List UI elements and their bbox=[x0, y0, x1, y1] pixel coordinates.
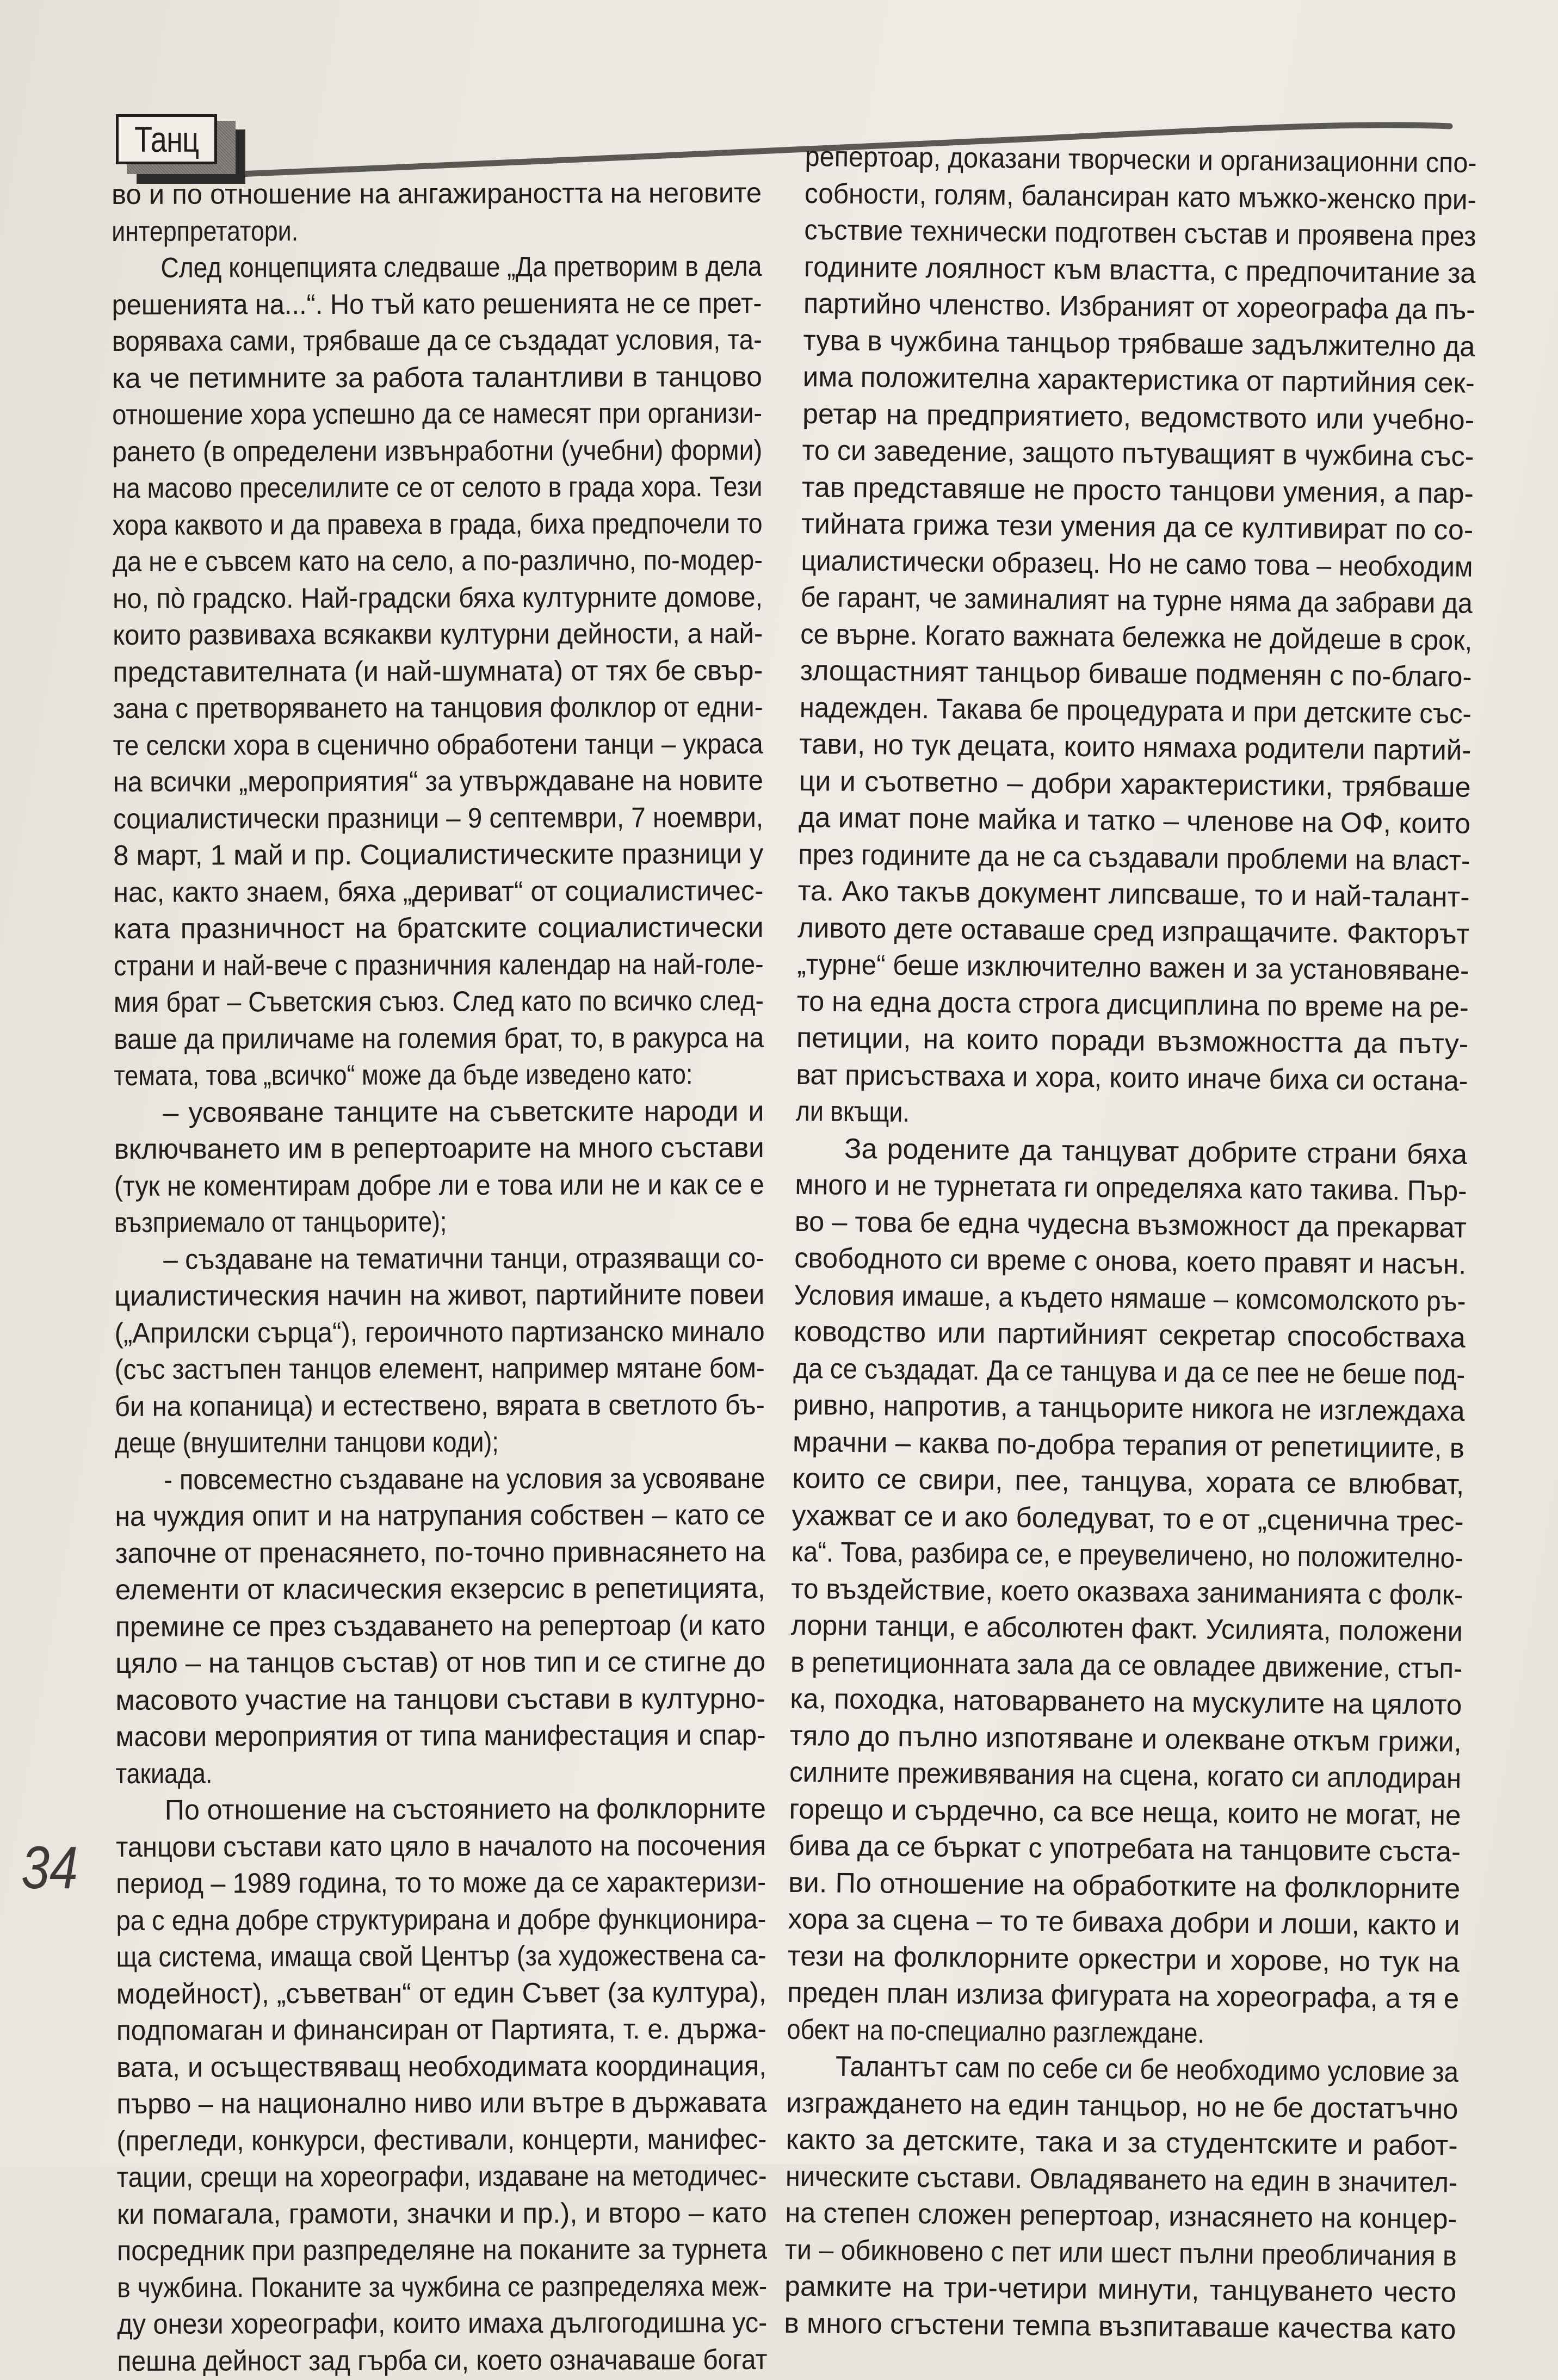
text-line: първо – на национално ниво или вътре в държавата bbox=[116, 2086, 767, 2120]
text-line: силните преживявания на сцена, когато си аплодиран bbox=[789, 1756, 1462, 1795]
text-line: интерпретатори. bbox=[112, 215, 299, 248]
text-line: тези на фолклорните оркестри и хорове, но тук на bbox=[787, 1940, 1460, 1979]
text-line: елементи от класическия екзерсис в репетицията, bbox=[115, 1572, 765, 1606]
text-line: които развиваха всякакви културни дейности, а най- bbox=[113, 617, 763, 651]
text-line: мия брат – Съветския съюз. След като по всичко след- bbox=[113, 985, 764, 1018]
text-line: посредник при разпределяне на поканите за турнета bbox=[116, 2233, 768, 2267]
text-line: съствие технически подготвен състав и проявена през bbox=[804, 214, 1476, 252]
text-line: масови мероприятия от типа манифестация и спар- bbox=[115, 1719, 766, 1753]
text-line: (тук не коментирам добре ли е това или не и как се е bbox=[114, 1169, 764, 1202]
text-line: ривно, напротив, а танцьорите никога не изглеждаха bbox=[793, 1389, 1465, 1427]
text-line: включването им в репертоарите на много състави bbox=[114, 1132, 764, 1165]
text-line: рамките на три-четири минути, танцуването често bbox=[784, 2270, 1457, 2309]
text-line: на чуждия опит и на натрупания собствен – като се bbox=[115, 1499, 765, 1532]
text-line: отношение хора успешно да се намесят при организи- bbox=[112, 397, 763, 431]
text-line: хора каквото и да правеха в града, биха предпочели то bbox=[112, 508, 763, 541]
text-line: да имат поне майка и татко – членове на ОФ, които bbox=[798, 801, 1471, 840]
text-line: Талантът сам по себе си бе необходимо условие за bbox=[835, 2050, 1459, 2088]
text-line: възприемало от танцьорите); bbox=[114, 1206, 447, 1239]
text-line: хора за сцена – то те биваха добри и лоши, както и bbox=[788, 1903, 1460, 1942]
text-line: но, пò градско. Най-градски бяха културните домове, bbox=[112, 581, 763, 615]
text-line: ду онези хореографи, които имаха дългогодишна ус- bbox=[117, 2307, 768, 2340]
text-line: воряваха сами, трябваше да се създадат условия, та- bbox=[112, 324, 762, 357]
text-line: ваше да приличаме на големия брат, то, в ракурса на bbox=[114, 1022, 764, 1055]
text-line: на степен сложен репертоар, изнасянето на концер- bbox=[785, 2197, 1457, 2235]
text-line: ка“. Това, разбира се, е преувеличено, но положително- bbox=[791, 1536, 1464, 1574]
text-line: темата, това „всичко“ може да бъде изведено като: bbox=[114, 1059, 693, 1092]
text-line: 8 март, 1 май и пр. Социалистическите празници у bbox=[113, 838, 764, 871]
text-line: ра с една добре структурирана и добре функционира- bbox=[116, 1903, 766, 1937]
text-line: през годините да не са създавали проблеми на власт- bbox=[798, 838, 1470, 877]
text-line: цяло – на танцов състав) от нов тип и се стигне до bbox=[115, 1646, 766, 1679]
text-line: нас, както знаем, бяха „дериват“ от социалистичес- bbox=[113, 875, 764, 908]
text-line: ки помагала, грамоти, значки и пр.), и второ – като bbox=[116, 2197, 767, 2230]
text-line: да не е съвсем като на село, а по-различно, по-модер- bbox=[112, 544, 763, 578]
text-line: ухажват се и ако боледуват, то е от „сценична трес- bbox=[792, 1499, 1464, 1538]
text-line: ретар на предприятието, ведомството или учебно- bbox=[802, 398, 1475, 436]
text-line: петиции, на които поради възможността да пъту- bbox=[796, 1022, 1469, 1060]
text-line: да се създадат. Да се танцува и да се пее не беше под- bbox=[793, 1352, 1466, 1391]
text-line: тав представяше не просто танцови умения, а пар- bbox=[801, 471, 1474, 510]
text-line: много и не турнетата ги определяха като такива. Пър- bbox=[795, 1169, 1467, 1207]
text-line: страни и най-вече с празничния календар на най-голе- bbox=[113, 948, 764, 982]
text-line: тийната грижа тези умения да се култивират по со- bbox=[801, 508, 1474, 546]
text-line: социалистически празници – 9 септември, 7 ноември, bbox=[113, 801, 764, 835]
text-line: ката празничност на братските социалистически bbox=[113, 911, 764, 945]
text-line: („Априлски сърца“), героичното партизанско минало bbox=[114, 1315, 765, 1349]
text-line: репертоар, доказани творчески и организационни спо- bbox=[805, 140, 1477, 179]
text-line: би на копаница) и естествено, вярата в светлото бъ- bbox=[114, 1389, 765, 1423]
text-line: По отношение на състоянието на фолклорните bbox=[164, 1792, 766, 1826]
text-line: те селски хора в сценично обработени танци – украса bbox=[113, 728, 763, 762]
text-line: ща система, имаща свой Център (за художествена са- bbox=[116, 1939, 766, 1973]
text-line: горещо и сърдечно, са все неща, които не могат, не bbox=[789, 1793, 1461, 1832]
text-line: тации, срещи на хореографи, издаване на методичес- bbox=[116, 2160, 767, 2193]
text-line: (прегледи, конкурси, фестивали, концерти, манифес- bbox=[116, 2123, 767, 2157]
text-line: модейност), „съветван“ от един Съвет (за култура), bbox=[116, 1976, 766, 2010]
text-line: период – 1989 година, то то може да се характеризи- bbox=[116, 1866, 766, 1900]
text-line: има положителна характеристика от партийния сек- bbox=[802, 361, 1475, 399]
left-text-column bbox=[112, 175, 768, 2380]
text-line: во – това бе една чудесна възможност да прекарват bbox=[794, 1206, 1467, 1244]
text-line: ливото дете оставаше сред изпращачите. Факторът bbox=[797, 912, 1470, 950]
text-line: пешна дейност зад гърба си, което означаваше богат bbox=[117, 2344, 768, 2377]
text-line: бе гарант, че заминалият на турне няма да забрави да bbox=[800, 581, 1473, 620]
text-line: започне от пренасянето, по-точно привнасянето на bbox=[115, 1536, 765, 1569]
text-line: ват присъстваха и хора, които иначе биха си остана- bbox=[796, 1059, 1468, 1097]
text-line: – създаване на тематични танци, отразяващи со- bbox=[163, 1242, 765, 1276]
text-line: циалистически образец. Но не само това – необходим bbox=[801, 545, 1473, 583]
text-line: ководство или партийният секретар способстваха bbox=[793, 1315, 1466, 1354]
text-line: След концепцията следваше „Да претворим в дела bbox=[160, 250, 762, 284]
text-line: тува в чужбина танцьор трябваше задължително да bbox=[803, 324, 1475, 363]
text-line: собности, голям, балансиран като мъжко-женско при- bbox=[804, 177, 1477, 216]
text-line: За родените да танцуват добрите страни бяха bbox=[844, 1133, 1468, 1171]
text-line: в репетиционната зала да се овладее движение, стъп- bbox=[790, 1646, 1463, 1685]
text-line: решенията на...“. Но тъй като решенията не се прет- bbox=[112, 287, 762, 321]
text-line: обект на по-специално разглеждане. bbox=[787, 2013, 1205, 2049]
text-line: ка че петимните за работа талантливи в танцово bbox=[112, 361, 763, 394]
text-line: – усвояване танците на съветските народи и bbox=[163, 1095, 764, 1129]
text-line: премине се през създаването на репертоар (и като bbox=[115, 1609, 766, 1643]
text-line: (със застъпен танцов елемент, например мятане бом- bbox=[114, 1352, 765, 1386]
text-line: бива да се бъркат с употребата на танцовите съста- bbox=[788, 1829, 1461, 1868]
text-line: представителната (и най-шумната) от тях бе свър- bbox=[113, 654, 763, 688]
text-line: танцови състави като цяло в началото на посочения bbox=[115, 1829, 766, 1863]
text-line: надежден. Такава бе процедурата и при детските със- bbox=[799, 691, 1472, 730]
text-line: ти – обикновено с пет или шест пълни преобличания в bbox=[784, 2234, 1457, 2272]
text-line: во и по отношение на ангажираността на неговите bbox=[112, 177, 762, 211]
text-line: в чужбина. Поканите за чужбина се разпределяха меж- bbox=[117, 2270, 768, 2304]
text-line: „турне“ беше изключително важен и за установяване- bbox=[797, 948, 1469, 987]
text-line: лорни танци, е абсолютен факт. Усилията, положени bbox=[790, 1609, 1463, 1648]
text-line: на всички „мероприятия“ за утвърждаване на новите bbox=[113, 764, 763, 798]
right-text-column bbox=[784, 139, 1477, 2348]
section-label: Танц bbox=[134, 119, 199, 159]
text-line: деще (внушителни танцови коди); bbox=[115, 1426, 499, 1459]
text-line: ци и съответно – добри характеристики, трябваше bbox=[799, 765, 1471, 803]
text-line: изграждането на един танцьор, но не бе достатъчно bbox=[786, 2087, 1458, 2125]
text-line: ви. По отношение на обработките на фолклорните bbox=[788, 1866, 1461, 1905]
text-line: рането (в определени извънработни (учебни) форми) bbox=[112, 434, 763, 468]
text-line: то въздействие, което оказваха заниманията с фолк- bbox=[791, 1573, 1463, 1611]
text-line: свободното си време с онова, което правят и насън. bbox=[794, 1242, 1467, 1281]
text-line: ли вкъщи. bbox=[795, 1095, 910, 1128]
text-line: годините лоялност към властта, с предпочитание за bbox=[803, 251, 1476, 289]
text-line: ническите състави. Овладяването на един в значител- bbox=[785, 2160, 1458, 2199]
text-line: Условия имаше, а където нямаше – комсомолското ръ- bbox=[794, 1279, 1466, 1318]
text-line: вата, и осъществяващ необходимата координация, bbox=[116, 2050, 767, 2084]
text-line: злощастният танцьор биваше подменян с по-благо- bbox=[800, 654, 1472, 693]
text-line: - повсеместно създаване на условия за усвояване bbox=[164, 1462, 765, 1496]
text-line: които се свири, пее, танцува, хората се влюбват, bbox=[792, 1462, 1464, 1501]
text-line: партийно членство. Избраният от хореографа да пъ- bbox=[803, 287, 1476, 326]
text-line: циалистическия начин на живот, партийните повеи bbox=[114, 1278, 765, 1312]
text-line: мрачни – каква по-добра терапия от репетициите, в bbox=[792, 1426, 1465, 1464]
text-line: тави, но тук децата, които нямаха родители партий- bbox=[799, 728, 1472, 766]
text-line: се върне. Когато важната бележка не дойдеше в срок, bbox=[800, 618, 1473, 657]
page-number: 34 bbox=[21, 1834, 78, 1901]
text-line: тяло до пълно изпотяване и олекване откъм грижи, bbox=[789, 1720, 1462, 1758]
text-line: както за детските, така и за студентските и работ- bbox=[786, 2123, 1458, 2162]
text-line: та. Ако такъв документ липсваше, то и най-талант- bbox=[797, 875, 1470, 913]
text-line: подпомаган и финансиран от Партията, т. е. държа- bbox=[116, 2013, 767, 2047]
text-line: то на една доста строга дисциплина по време на ре- bbox=[796, 985, 1469, 1024]
text-line: в много сгъстени темпа възпитаваше качества като bbox=[784, 2307, 1456, 2346]
text-line: масовото участие на танцови състави в културно- bbox=[115, 1683, 766, 1716]
section-label-box bbox=[116, 114, 217, 164]
text-line: на масово преселилите се от селото в града хора. Тези bbox=[112, 471, 763, 504]
text-line: зана с претворяването на танцовия фолклор от едни- bbox=[113, 691, 763, 725]
text-line: преден план излиза фигурата на хореографа, а тя е bbox=[787, 1976, 1460, 2015]
text-line: ка, походка, натоварването на мускулите на цялото bbox=[790, 1683, 1462, 1721]
text-line: то си заведение, защото пътуващият в чужбина със- bbox=[802, 434, 1474, 473]
text-line: такиада. bbox=[115, 1758, 213, 1790]
